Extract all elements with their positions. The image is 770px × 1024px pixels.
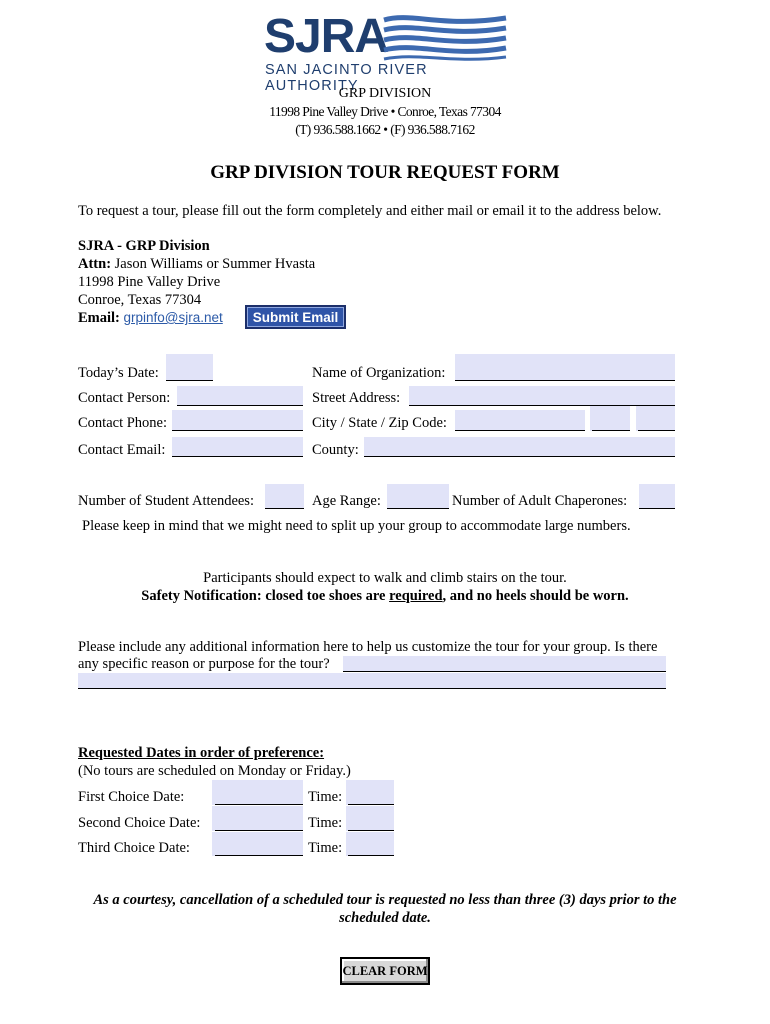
street-address-label: Street Address: (312, 390, 401, 406)
contact-street: 11998 Pine Valley Drive (78, 274, 221, 290)
third-choice-label: Third Choice Date: (78, 840, 190, 856)
contact-person-field[interactable] (177, 386, 303, 406)
todays-date-underline (166, 380, 213, 381)
additional-info-text: Please include any additional information here to help us customize the tour for your group. Is there (78, 639, 658, 655)
county-underline (364, 456, 675, 457)
contact-email-field[interactable] (172, 437, 303, 457)
adult-chaperones-label: Number of Adult Chaperones: (452, 493, 628, 509)
student-attendees-underline (265, 508, 304, 509)
safety-notification: Safety Notification: closed toe shoes are required, and no heels should be worn. (141, 588, 629, 604)
clear-form-button[interactable]: CLEAR FORM (340, 957, 430, 985)
first-choice-date-field[interactable] (212, 780, 303, 805)
third-choice-time-field[interactable] (346, 832, 394, 856)
contact-city: Conroe, Texas 77304 (78, 292, 202, 308)
student-attendees-label: Number of Student Attendees: (78, 493, 254, 509)
split-group-note: Please keep in mind that we might need to split up your group to accommodate large numbers. (82, 518, 631, 534)
county-field[interactable] (364, 437, 675, 457)
intro-text: To request a tour, please fill out the form completely and either mail or email it to the address below. (78, 203, 662, 219)
todays-date-label: Today’s Date: (78, 365, 159, 381)
zip-field[interactable] (636, 406, 675, 431)
contact-org: SJRA - GRP Division (78, 238, 210, 254)
age-range-underline (387, 508, 449, 509)
contact-phone-underline (172, 430, 303, 431)
contact-email-underline (172, 456, 303, 457)
courtesy-note-line2: scheduled date. (339, 910, 431, 926)
city-state-zip-label: City / State / Zip Code: (312, 415, 447, 431)
street-address-field[interactable] (409, 386, 675, 406)
county-label: County: (312, 442, 359, 458)
header-address: 11998 Pine Valley Drive • Conroe, Texas 77304 (269, 104, 501, 119)
contact-email-label: Contact Email: (78, 442, 166, 458)
city-underline (455, 430, 585, 431)
third-choice-time-label: Time: (308, 840, 343, 856)
third-choice-time-underline (348, 855, 394, 856)
header-phone: (T) 936.588.1662 • (F) 936.588.7162 (295, 122, 475, 137)
additional-info-field-1[interactable] (343, 656, 666, 672)
third-choice-date-underline (215, 855, 303, 856)
state-field[interactable] (590, 406, 630, 431)
second-choice-date-underline (215, 830, 303, 831)
first-choice-time-underline (348, 804, 394, 805)
additional-info-question: any specific reason or purpose for the tour? (78, 656, 330, 672)
contact-phone-label: Contact Phone: (78, 415, 168, 431)
zip-underline (638, 430, 675, 431)
contact-email: Email: grpinfo@sjra.net (78, 310, 223, 326)
email-link[interactable]: grpinfo@sjra.net (123, 310, 223, 325)
logo-subtitle: SAN JACINTO RIVER AUTHORITY (265, 62, 428, 94)
age-range-field[interactable] (387, 484, 449, 509)
division-name: GRP DIVISION (338, 86, 432, 101)
additional-info-underline-2 (78, 688, 666, 689)
courtesy-note-line1: As a courtesy, cancellation of a scheduled tour is requested no less than three (3) days prior to the (93, 892, 677, 908)
first-choice-date-underline (215, 804, 303, 805)
city-field[interactable] (455, 410, 585, 431)
first-choice-label: First Choice Date: (78, 789, 185, 805)
contact-person-underline (177, 405, 303, 406)
logo-letters: SJRA (264, 10, 389, 63)
additional-info-field-2[interactable] (78, 673, 666, 689)
second-choice-date-field[interactable] (212, 806, 303, 831)
second-choice-time-underline (348, 830, 394, 831)
participants-note: Participants should expect to walk and climb stairs on the tour. (203, 570, 567, 586)
org-name-underline (455, 380, 675, 381)
water-waves-icon (382, 14, 508, 62)
first-choice-time-label: Time: (308, 789, 343, 805)
additional-info-underline-1 (343, 671, 666, 672)
form-title: GRP DIVISION TOUR REQUEST FORM (210, 162, 560, 183)
adult-chaperones-field[interactable] (639, 484, 675, 509)
second-choice-time-label: Time: (308, 815, 343, 831)
contact-phone-field[interactable] (172, 410, 303, 431)
second-choice-label: Second Choice Date: (78, 815, 201, 831)
submit-email-button[interactable]: Submit Email (245, 305, 346, 329)
state-underline (592, 430, 630, 431)
org-name-field[interactable] (455, 354, 675, 381)
first-choice-time-field[interactable] (346, 780, 394, 805)
requested-dates-note: (No tours are scheduled on Monday or Friday.) (78, 763, 351, 779)
contact-person-label: Contact Person: (78, 390, 171, 406)
adult-chaperones-underline (639, 508, 675, 509)
requested-dates-heading: Requested Dates in order of preference: (78, 745, 325, 761)
student-attendees-field[interactable] (265, 484, 304, 509)
org-name-label: Name of Organization: (312, 365, 446, 381)
second-choice-time-field[interactable] (346, 806, 394, 831)
todays-date-field[interactable] (166, 354, 213, 381)
contact-attn: Attn: Jason Williams or Summer Hvasta (78, 256, 316, 272)
age-range-label: Age Range: (312, 493, 381, 509)
third-choice-date-field[interactable] (212, 832, 303, 856)
